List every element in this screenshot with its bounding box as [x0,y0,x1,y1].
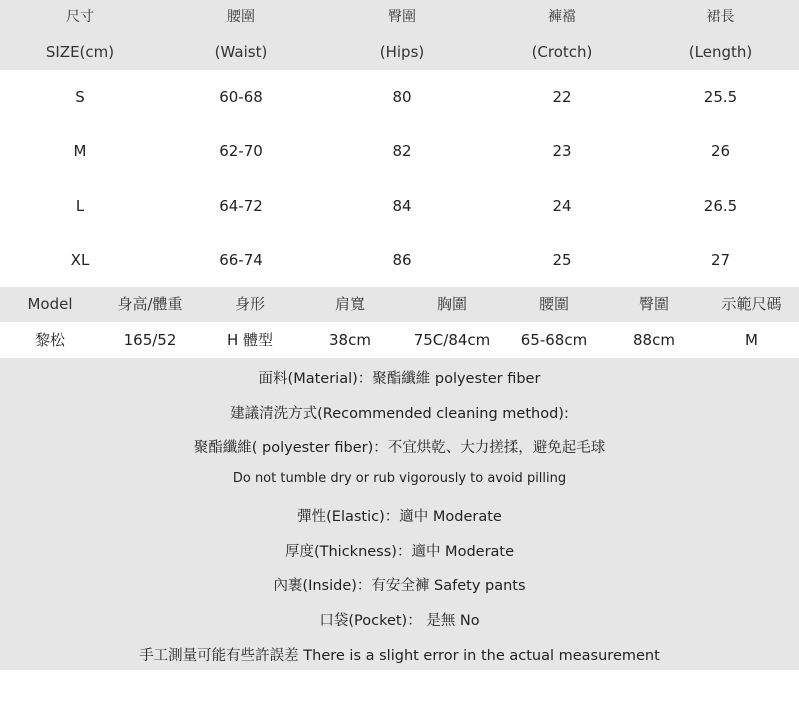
size-label: L [75,197,85,215]
header-body-shape: 身形 [234,295,265,313]
cleaning-title: 建議清洗方式(Recommended cleaning method): [230,406,569,422]
table-row [0,322,799,358]
product-details [0,358,799,670]
waist-value: 66-74 [219,251,263,269]
header-height-weight: 身高/體重 [117,295,183,313]
model-size: M [745,331,758,349]
table-row [0,124,799,178]
length-value: 26.5 [703,197,738,215]
cleaning-en: Do not tumble dry or rub vigorously to avoid pilling [232,471,567,486]
model-waist: 65-68cm [520,331,588,349]
model-shoulder: 38cm [329,331,371,349]
length-value: 26 [710,142,731,160]
header-model-size: 示範尺碼 [721,295,782,313]
header-shoulder: 肩寬 [334,295,365,313]
inside-line: 內裹(Inside)：有安全褲 Safety pants [273,578,526,594]
crotch-value: 24 [552,197,572,215]
header-size-en: SIZE(cm) [45,43,115,61]
cleaning-zh: 聚酯纖維( polyester fiber)：不宜烘乾、大力搓揉，避免起毛球 [193,440,606,456]
hips-value: 84 [392,197,412,215]
crotch-value: 22 [552,88,572,106]
size-label: M [73,142,87,160]
material-line: 面料(Material)：聚酯纖維 polyester fiber [258,371,541,387]
header-waist-zh: 腰圍 [227,9,255,25]
size-table-body [0,70,799,287]
header-hips: 臀圍 [638,295,669,313]
size-header-zh-row [0,0,799,35]
length-value: 25.5 [703,88,738,106]
hips-value: 82 [392,142,412,160]
crotch-value: 23 [552,142,572,160]
table-row [0,179,799,233]
measurement-note: 手工測量可能有些許誤差 There is a slight error in the actual measurement [139,648,660,664]
header-hips-en: (Hips) [379,43,425,61]
model-name: 黎松 [34,331,65,349]
thickness-line: 厚度(Thickness)：適中 Moderate [284,544,515,560]
header-length-zh: 裙長 [706,9,735,25]
header-length-en: (Length) [688,43,753,61]
header-waist-en: (Waist) [214,43,268,61]
hips-value: 86 [392,251,412,269]
hips-value: 80 [392,88,412,106]
header-waist: 腰圍 [538,295,569,313]
model-hips: 88cm [633,331,675,349]
table-row [0,70,799,124]
crotch-value: 25 [552,251,572,269]
size-label: S [75,88,85,106]
model-table-header [0,287,799,322]
waist-value: 60-68 [219,88,263,106]
header-model: Model [27,295,73,313]
model-body-shape: H 體型 [226,331,274,349]
waist-value: 62-70 [219,142,263,160]
size-table-header [0,0,799,70]
header-crotch-zh: 褲襠 [548,9,576,25]
header-crotch-en: (Crotch) [531,43,593,61]
waist-value: 64-72 [219,197,263,215]
header-hips-zh: 臀圍 [388,9,416,25]
size-label: XL [70,251,90,269]
header-bust: 胸圍 [436,295,467,313]
table-row [0,233,799,287]
model-bust: 75C/84cm [413,331,491,349]
model-height-weight: 165/52 [123,331,177,349]
pocket-line: 口袋(Pocket)： 是無 No [319,613,480,629]
size-header-en-row [0,35,799,70]
elastic-line: 彈性(Elastic)：適中 Moderate [297,509,502,525]
length-value: 27 [710,251,731,269]
header-size-zh: 尺寸 [66,9,94,25]
